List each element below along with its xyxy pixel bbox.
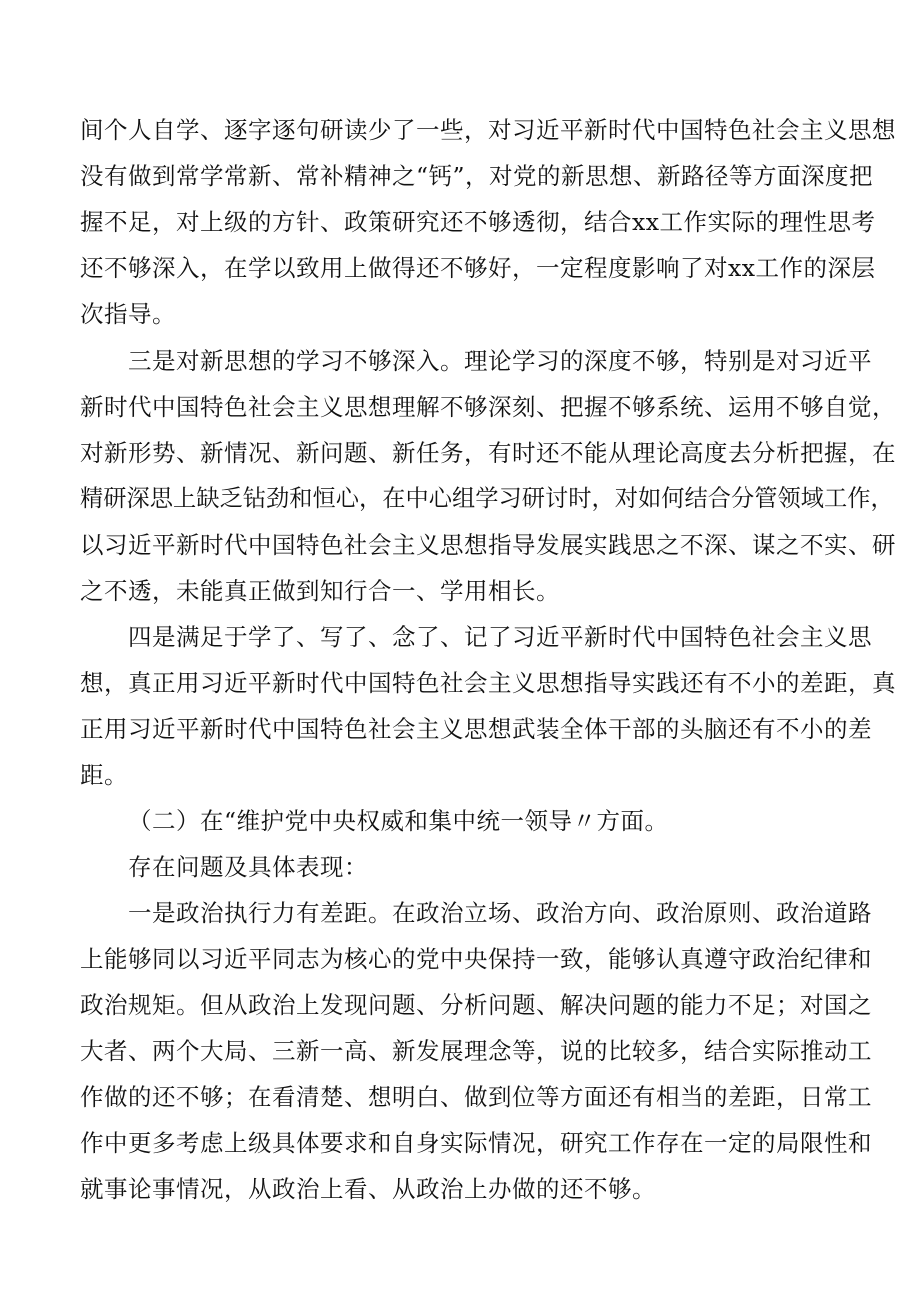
section-heading: （二）在“维护党中央权威和集中统一领导〃方面。 bbox=[128, 807, 669, 835]
body-text-line: 作做的还不够；在看清楚、想明白、做到位等方面还有相当的差距，日常工 bbox=[80, 1083, 872, 1111]
body-text-line: 对新形势、新情况、新问题、新任务，有时还不能从理论高度去分析把握，在 bbox=[80, 439, 896, 467]
body-text-line: 四是满足于学了、写了、念了、记了习近平新时代中国特色社会主义思 bbox=[128, 623, 872, 651]
body-text-line: 作中更多考虑上级具体要求和自身实际情况，研究工作存在一定的局限性和 bbox=[80, 1129, 872, 1157]
body-text-line: 政治规矩。但从政治上发现问题、分析问题、解决问题的能力不足；对国之 bbox=[80, 991, 872, 1019]
body-text-line: 没有做到常学常新、常补精神之“钙”，对党的新思想、新路径等方面深度把 bbox=[80, 162, 874, 190]
body-text-line: 一是政治执行力有差距。在政治立场、政治方向、政治原则、政治道路 bbox=[128, 899, 872, 927]
body-text-line: 次指导。 bbox=[80, 300, 176, 328]
body-text-line: 就事论事情况，从政治上看、从政治上办做的还不够。 bbox=[80, 1175, 656, 1203]
body-text-line: 之不透，未能真正做到知行合一、学用相长。 bbox=[80, 577, 560, 605]
body-text-line: 正用习近平新时代中国特色社会主义思想武装全体干部的头脑还有不小的差 bbox=[80, 715, 872, 743]
body-text-line: 新时代中国特色社会主义思想理解不够深刻、把握不够系统、运用不够自觉， bbox=[80, 393, 896, 421]
body-text-line: 存在问题及具体表现： bbox=[128, 853, 368, 881]
body-text-line: 以习近平新时代中国特色社会主义思想指导发展实践思之不深、谋之不实、研 bbox=[80, 531, 896, 559]
body-text-line: 间个人自学、逐字逐句研读少了一些，对习近平新时代中国特色社会主义思想 bbox=[80, 116, 896, 144]
body-text-line: 精研深思上缺乏钻劲和恒心，在中心组学习研讨时，对如何结合分管领域工作， bbox=[80, 485, 894, 512]
body-text-line: 大者、两个大局、三新一高、新发展理念等，说的比较多，结合实际推动工 bbox=[80, 1037, 872, 1065]
body-text-line: 想，真正用习近平新时代中国特色社会主义思想指导实践还有不小的差距，真 bbox=[80, 669, 896, 697]
body-text-line: 三是对新思想的学习不够深入。理论学习的深度不够，特别是对习近平 bbox=[128, 347, 872, 375]
body-text-line: 还不够深入，在学以致用上做得还不够好，一定程度影响了对xx工作的深层 bbox=[80, 254, 876, 282]
body-text-line: 握不足，对上级的方针、政策研究还不够透彻，结合xx工作实际的理性思考 bbox=[80, 208, 876, 236]
body-text-line: 距。 bbox=[80, 761, 128, 789]
body-text-line: 上能够同以习近平同志为核心的党中央保持一致，能够认真遵守政治纪律和 bbox=[80, 945, 872, 973]
